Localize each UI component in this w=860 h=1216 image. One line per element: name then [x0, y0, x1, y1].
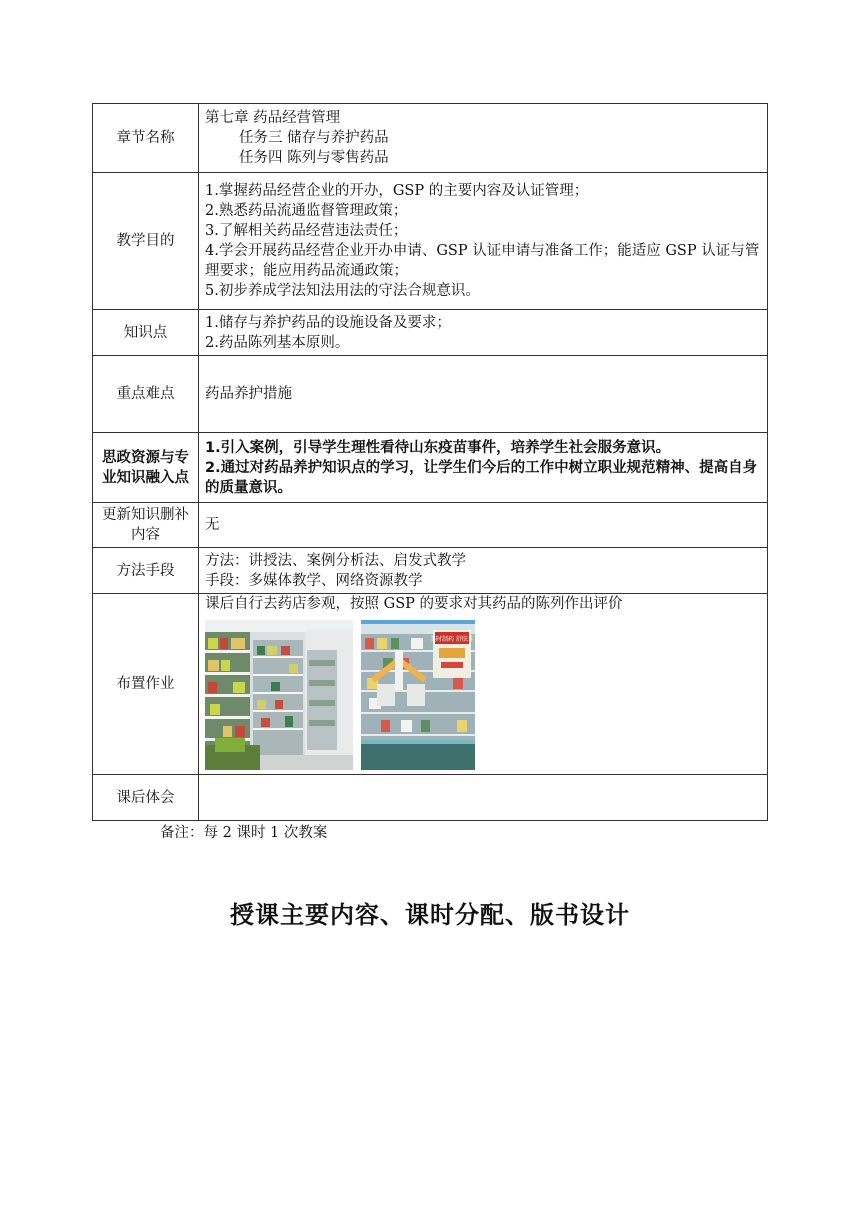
homework-text: 课后自行去药店参观，按照 GSP 的要求对其药品的陈列作出评价	[205, 596, 623, 612]
objective-3: 3.了解相关药品经营违法责任；	[205, 223, 408, 239]
label-objectives: 教学目的	[93, 173, 199, 310]
row-ideology	[93, 433, 768, 503]
row-homework	[93, 594, 768, 775]
content-ideology	[199, 433, 768, 503]
row-key-points	[93, 356, 768, 433]
content-reflection	[199, 775, 768, 821]
label-knowledge: 知识点	[93, 310, 199, 356]
content-update: 无	[199, 503, 768, 548]
row-knowledge	[93, 310, 768, 356]
methods-line: 方法：讲授法、案例分析法、启发式教学	[205, 552, 466, 569]
row-chapter	[93, 104, 768, 173]
photo-sign-text: 美时制药 舒肤佳	[430, 636, 474, 643]
pharmacy-shelves-photo	[205, 620, 353, 770]
ideology-2: 2.通过对药品养护知识点的学习，让学生们今后的工作中树立职业规范精神、提高自身的质量意识。	[205, 459, 758, 496]
chapter-title: 第七章 药品经营管理	[205, 110, 341, 126]
row-objectives	[93, 173, 768, 310]
lesson-plan-table	[92, 103, 768, 821]
section-heading: 授课主要内容、课时分配、版书设计	[230, 901, 630, 929]
knowledge-1: 1.储存与养护药品的设施设备及要求；	[205, 314, 451, 331]
row-reflection	[93, 775, 768, 821]
objective-4: 4.学会开展药品经营企业开办申请、GSP 认证申请与准备工作；能适应 GSP 认证与管理要求；能应用药品流通政策；	[205, 243, 760, 279]
ideology-1: 1.引入案例，引导学生理性看待山东疫苗事件，培养学生社会服务意识。	[205, 439, 671, 456]
content-knowledge	[199, 310, 768, 356]
content-key-points: 药品养护措施	[199, 356, 768, 433]
content-objectives	[199, 173, 768, 310]
label-methods: 方法手段	[93, 548, 199, 594]
label-key-points: 重点难点	[93, 356, 199, 433]
row-update	[93, 503, 768, 548]
chapter-task-4: 任务四 陈列与零售药品	[239, 150, 389, 166]
chapter-task-3: 任务三 储存与养护药品	[239, 130, 389, 146]
knowledge-2: 2.药品陈列基本原则。	[205, 334, 350, 351]
objective-5: 5.初步养成学法知法用法的守法合规意识。	[205, 283, 480, 299]
objective-2: 2.熟悉药品流通监督管理政策；	[205, 203, 408, 219]
label-ideology: 思政资源与专业知识融入点	[93, 433, 199, 503]
row-methods	[93, 548, 768, 594]
label-reflection: 课后体会	[93, 775, 199, 821]
content-chapter	[199, 104, 768, 173]
label-chapter: 章节名称	[93, 104, 199, 173]
label-update: 更新知识删补内容	[93, 503, 199, 548]
footnote: 备注：每 2 课时 1 次教案	[160, 825, 328, 841]
pharmacy-photos	[205, 620, 761, 774]
means-line: 手段：多媒体教学、网络资源教学	[205, 572, 423, 589]
content-methods	[199, 548, 768, 594]
label-homework: 布置作业	[93, 594, 199, 775]
objective-1: 1.掌握药品经营企业的开办，GSP 的主要内容及认证管理；	[205, 183, 589, 199]
content-homework	[199, 594, 768, 775]
pharmacy-display-photo	[361, 620, 475, 770]
